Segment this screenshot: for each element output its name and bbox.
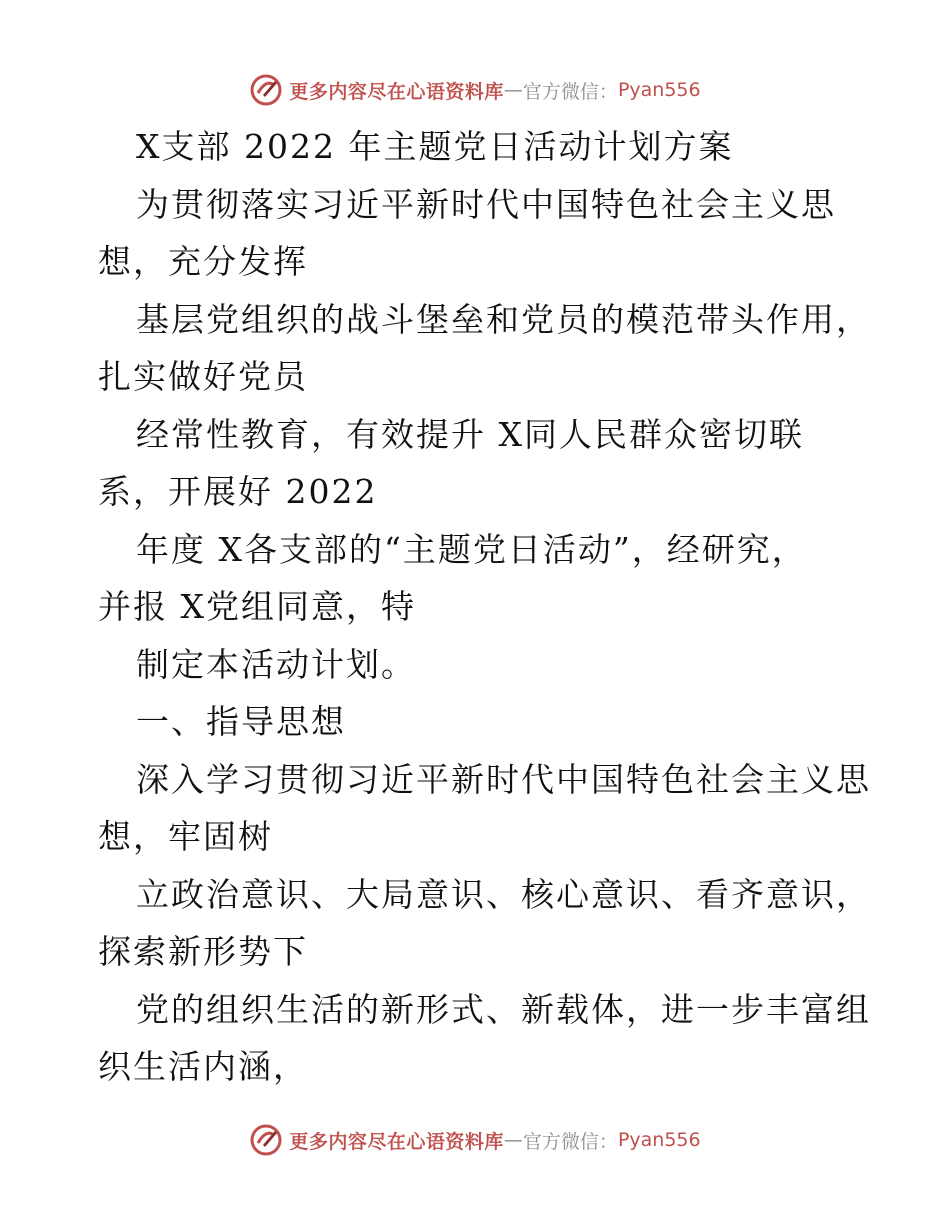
document-line: 织生活内涵， — [98, 1047, 308, 1086]
watermark-header — [0, 70, 950, 110]
document-body — [98, 118, 878, 1096]
document-line: 党的组织生活的新形式、新载体，进一步丰富组 — [136, 989, 871, 1029]
document-line: 探索新形势下 — [98, 932, 308, 971]
document-line: 为贯彻落实习近平新时代中国特色社会主义思 — [136, 184, 836, 224]
watermark-footer — [0, 1120, 950, 1160]
document-line: 想，充分发挥 — [98, 242, 308, 281]
document-line: 一、指导思想 — [136, 702, 346, 741]
document-line: 立政治意识、大局意识、核心意识、看齐意识， — [136, 874, 871, 914]
watermark-wechat-label: 官方微信： — [522, 1130, 618, 1153]
brand-logo-icon — [249, 1123, 283, 1157]
watermark-text: 更多内容尽在心语资料库 — [289, 1130, 504, 1153]
watermark-text: 更多内容尽在心语资料库 — [289, 80, 504, 103]
document-line: 制定本活动计划。 — [136, 644, 416, 684]
watermark-wechat-id: Pyan556 — [617, 1129, 701, 1151]
document-line: 基层党组织的战斗堡垒和党员的模范带头作用， — [136, 299, 871, 339]
document-line: 深入学习贯彻习近平新时代中国特色社会主义思 — [136, 759, 871, 799]
document-line: 想，牢固树 — [98, 817, 273, 856]
watermark-wechat-id: Pyan556 — [617, 79, 701, 101]
document-line: 扎实做好党员 — [98, 357, 308, 396]
brand-logo-icon — [249, 73, 283, 107]
document-line: 系，开展好 2022 — [98, 472, 378, 511]
watermark-dash: — — [503, 79, 523, 101]
document-line: 经常性教育，有效提升 X同人民群众密切联 — [136, 414, 804, 454]
document-line: X支部 2022 年主题党日活动计划方案 — [136, 127, 734, 166]
document-line: 并报 X党组同意，特 — [98, 587, 416, 626]
watermark-dash: — — [503, 1129, 523, 1151]
document-line: 年度 X各支部的“主题党日活动”，经研究， — [136, 529, 807, 569]
watermark-wechat-label: 官方微信： — [522, 80, 618, 103]
